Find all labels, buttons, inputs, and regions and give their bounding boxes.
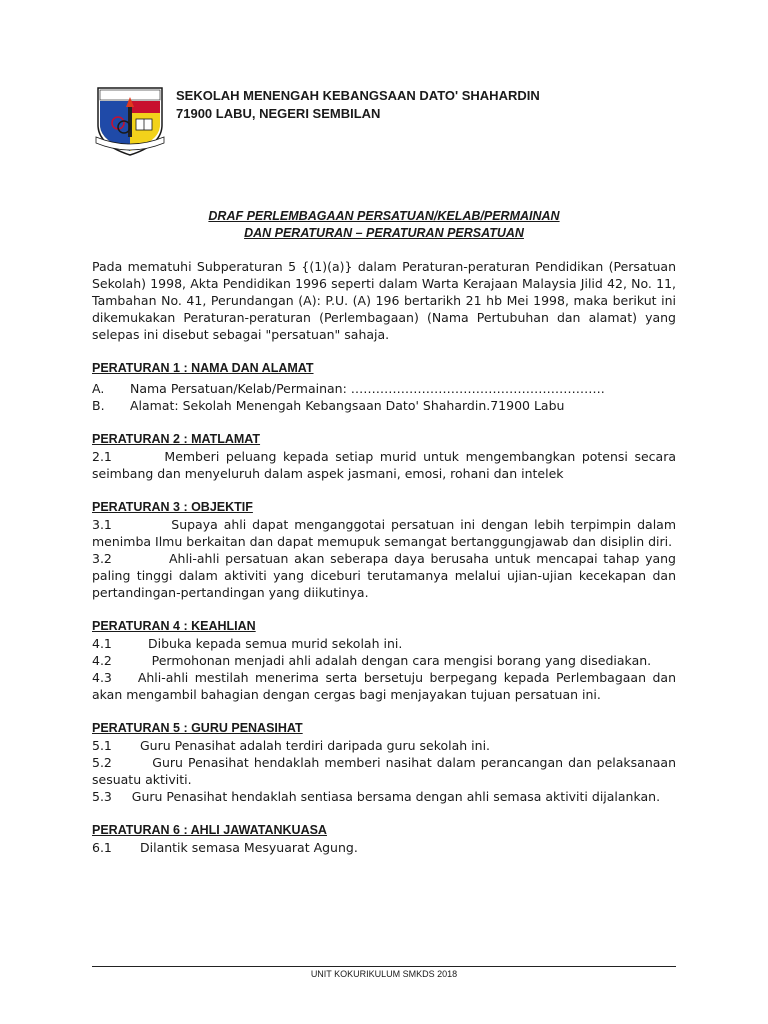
document-body xyxy=(92,258,676,856)
item-text: Dilantik semasa Mesyuarat Agung. xyxy=(140,840,358,855)
section-6 xyxy=(92,822,676,856)
item-number: 3.2 xyxy=(92,551,112,566)
section-1 xyxy=(92,360,676,414)
section-3 xyxy=(92,499,676,601)
document-title xyxy=(92,208,676,242)
list-item xyxy=(92,669,676,703)
item-text: Permohonan menjadi ahli adalah dengan cara mengisi borang yang disediakan. xyxy=(151,653,652,668)
item-number: 4.2 xyxy=(92,653,112,668)
item-text: Guru Penasihat adalah terdiri daripada guru sekolah ini. xyxy=(140,738,491,753)
list-item xyxy=(92,754,676,788)
list-item xyxy=(92,788,676,805)
item-number: 2.1 xyxy=(92,449,112,464)
section-heading: PERATURAN 4 : KEAHLIAN xyxy=(92,619,256,633)
item-number: A. xyxy=(92,381,105,396)
item-number: 6.1 xyxy=(92,840,112,855)
section-heading: PERATURAN 3 : OBJEKTIF xyxy=(92,500,253,514)
item-text: Supaya ahli dapat menganggotai persatuan ini dengan lebih terpimpin dalam menimba Ilmu berkaitan dan dapat memupuk semangat bertanggungjawab dan disiplin diri. xyxy=(92,517,677,549)
school-crest-logo xyxy=(94,85,166,157)
list-item xyxy=(92,516,676,550)
list-item xyxy=(92,380,676,397)
section-heading: PERATURAN 5 : GURU PENASIHAT xyxy=(92,721,303,735)
list-item xyxy=(92,737,676,754)
title-line-1: DRAF PERLEMBAGAAN PERSATUAN/KELAB/PERMAINAN xyxy=(208,209,560,223)
item-number: B. xyxy=(92,398,105,413)
section-heading: PERATURAN 6 : AHLI JAWATANKUASA xyxy=(92,823,327,837)
section-4 xyxy=(92,618,676,703)
item-text: Guru Penasihat hendaklah sentiasa bersama dengan ahli semasa aktiviti dijalankan. xyxy=(131,789,661,804)
item-text: Dibuka kepada semua murid sekolah ini. xyxy=(148,636,403,651)
item-text: Ahli-ahli mestilah menerima serta bersetuju berpegang kepada Perlembagaan dan akan mengambil bahagian dengan cergas bagi menjayakan tujuan persatuan ini. xyxy=(92,670,676,702)
section-2 xyxy=(92,431,676,482)
list-item xyxy=(92,397,676,414)
list-item xyxy=(92,448,676,482)
section-heading: PERATURAN 2 : MATLAMAT xyxy=(92,432,261,446)
item-number: 4.1 xyxy=(92,636,112,651)
item-text: Nama Persatuan/Kelab/Permainan: ……………………………………………………. xyxy=(130,381,605,396)
section-5 xyxy=(92,720,676,805)
page-footer: UNIT KOKURIKULUM SMKDS 2018 xyxy=(310,969,458,979)
item-text: Guru Penasihat hendaklah memberi nasihat dalam perancangan dan pelaksanaan sesuatu aktiviti. xyxy=(92,755,676,787)
title-line-2: DAN PERATURAN – PERATURAN PERSATUAN xyxy=(244,226,524,240)
item-text: Alamat: Sekolah Menengah Kebangsaan Dato' Shahardin.71900 Labu xyxy=(130,398,565,413)
item-number: 3.1 xyxy=(92,517,112,532)
school-address: 71900 LABU, NEGERI SEMBILAN xyxy=(176,106,381,121)
item-number: 5.3 xyxy=(92,789,112,804)
item-text: Memberi peluang kepada setiap murid untuk mengembangkan potensi secara seimbang dan menyeluruh dalam aspek jasmani, emosi, rohani dan intelek xyxy=(92,449,676,481)
footer-divider xyxy=(92,966,676,967)
school-name: SEKOLAH MENENGAH KEBANGSAAN DATO' SHAHARDIN xyxy=(176,88,540,103)
item-number: 5.1 xyxy=(92,738,112,753)
school-header xyxy=(176,87,540,123)
list-item xyxy=(92,839,676,856)
item-number: 4.3 xyxy=(92,670,112,685)
item-number: 5.2 xyxy=(92,755,112,770)
list-item xyxy=(92,550,676,601)
intro-paragraph: Pada mematuhi Subperaturan 5 {(1)(a)} dalam Peraturan-peraturan Pendidikan (Persatuan Sekolah) 1998, Akta Pendidikan 1996 seperti dalam Warta Kerajaan Malaysia Jilid 42, No. 11, Tambahan No. 41, Perundangan (A): P.U. (A) 196 bertarikh 21 hb Mei 1998, maka berikut ini dikemukakan Peraturan-peraturan (Perlembagaan) (Nama Pertubuhan dan alamat) yang selepas ini disebut sebagai "persatuan" sahaja. xyxy=(92,259,676,342)
list-item xyxy=(92,635,676,652)
item-text: Ahli-ahli persatuan akan seberapa daya berusaha untuk mencapai tahap yang paling tinggi dalam aktiviti yang diceburi terutamanya melalui ujian-ujian kecekapan dan pertandingan-pertandingan yang diikutinya. xyxy=(92,551,676,600)
list-item xyxy=(92,652,676,669)
section-heading: PERATURAN 1 : NAMA DAN ALAMAT xyxy=(92,361,314,375)
